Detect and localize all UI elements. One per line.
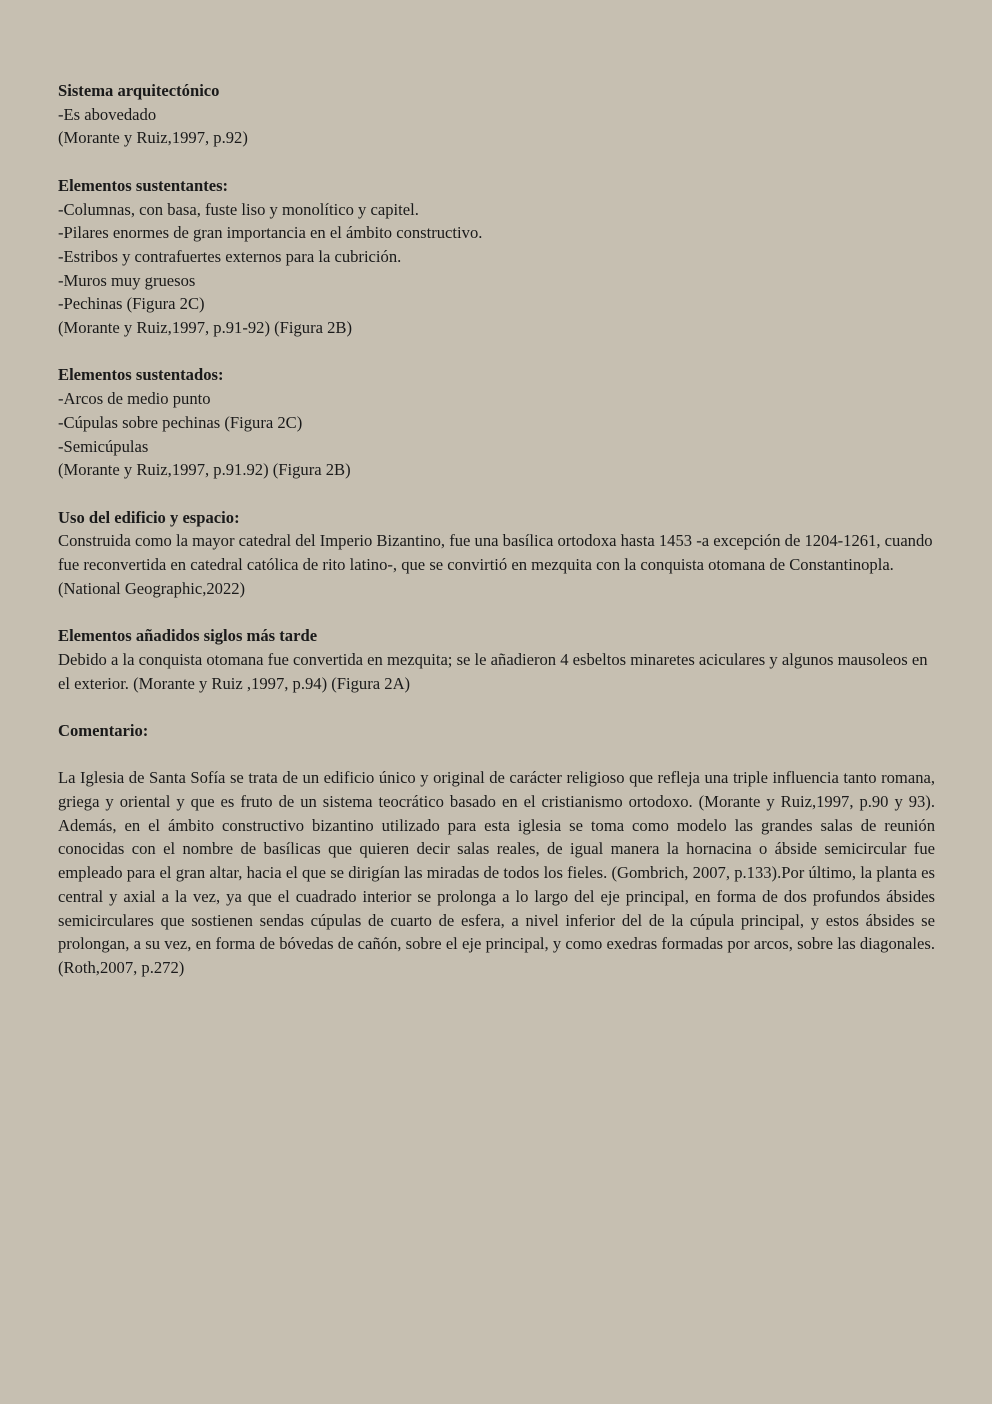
document-page xyxy=(58,79,935,1003)
section-heading: Comentario: xyxy=(58,720,149,740)
section-heading: Sistema arquitectónico xyxy=(58,81,220,100)
section-heading: Uso del edificio y espacio: xyxy=(58,507,240,527)
section-uso xyxy=(58,506,935,601)
paragraph: La Iglesia de Santa Sofía se trata de un edificio único y original de carácter religioso que refleja una triple influencia tanto romana, griega y oriental y que es fruto de un sistema teocrático basado en el cristianismo ortodoxo. (Morante y Ruiz,1997, p.90 y 93). Además, en el ámbito constructivo bizantino utilizado para esta iglesia se toma como modelo las grandes salas de reunión conocidas con el nombre de basílicas que quieren decir salas reales, de igual manera la hornacina o ábside semicircular fue empleado para el gran altar, hacia el que se dirigían las miradas de todos los fieles. (Gombrich, 2007, p.133).Por último, la planta es central y axial a la vez, ya que el cuadrado interior se prolonga a lo largo del eje principal, en forma de dos profundos ábsides semicirculares que sostienen sendas cúpulas de cuarto de esfera, a nivel inferior del de la cúpula principal, y estos ábsides se prolongan, a su vez, en forma de bóvedas de cañón, sobre el eje principal, y como exedras formadas por arcos, sobre las diagonales.(Roth,2007, p.272) xyxy=(58,768,935,977)
list-item: -Semicúpulas xyxy=(58,436,149,456)
list-item: -Estribos y contrafuertes externos para la cubrición. xyxy=(58,246,402,266)
list-item: -Pilares enormes de gran importancia en el ámbito constructivo. xyxy=(58,223,483,243)
section-heading: Elementos sustentantes: xyxy=(58,175,229,195)
section-sistema xyxy=(58,79,935,150)
section-comentario xyxy=(58,719,935,980)
paragraph: Debido a la conquista otomana fue convertida en mezquita; se le añadieron 4 esbeltos minaretes aciculares y algunos mausoleos en el exterior. (Morante y Ruiz ,1997, p.94) (Figura 2A) xyxy=(58,649,928,693)
section-sustentados xyxy=(58,363,935,482)
text-line: -Es abovedado xyxy=(58,104,157,124)
list-item: -Arcos de medio punto xyxy=(58,389,211,409)
list-item: -Columnas, con basa, fuste liso y monolítico y capitel. xyxy=(58,199,419,219)
section-heading: Elementos añadidos siglos más tarde xyxy=(58,626,318,646)
list-item: -Muros muy gruesos xyxy=(58,270,196,290)
list-item: -Pechinas (Figura 2C) xyxy=(58,294,205,314)
paragraph: Construida como la mayor catedral del Imperio Bizantino, fue una basílica ortodoxa hasta 1453 -a excepción de 1204-1261, cuando fue reconvertida en catedral católica de rito latino-, que se convirtió en mezquita con la conquista otomana de Constantinopla. (National Geographic,2022) xyxy=(58,531,933,598)
list-item: -Cúpulas sobre pechinas (Figura 2C) xyxy=(58,412,303,432)
citation-line: (Morante y Ruiz,1997, p.91-92) (Figura 2B) xyxy=(58,318,353,338)
section-anadidos xyxy=(58,624,935,695)
citation-line: (Morante y Ruiz,1997, p.91.92) (Figura 2B) xyxy=(58,460,351,480)
section-sustentantes xyxy=(58,174,935,340)
section-heading: Elementos sustentados: xyxy=(58,365,224,385)
citation-line: (Morante y Ruiz,1997, p.92) xyxy=(58,128,248,148)
